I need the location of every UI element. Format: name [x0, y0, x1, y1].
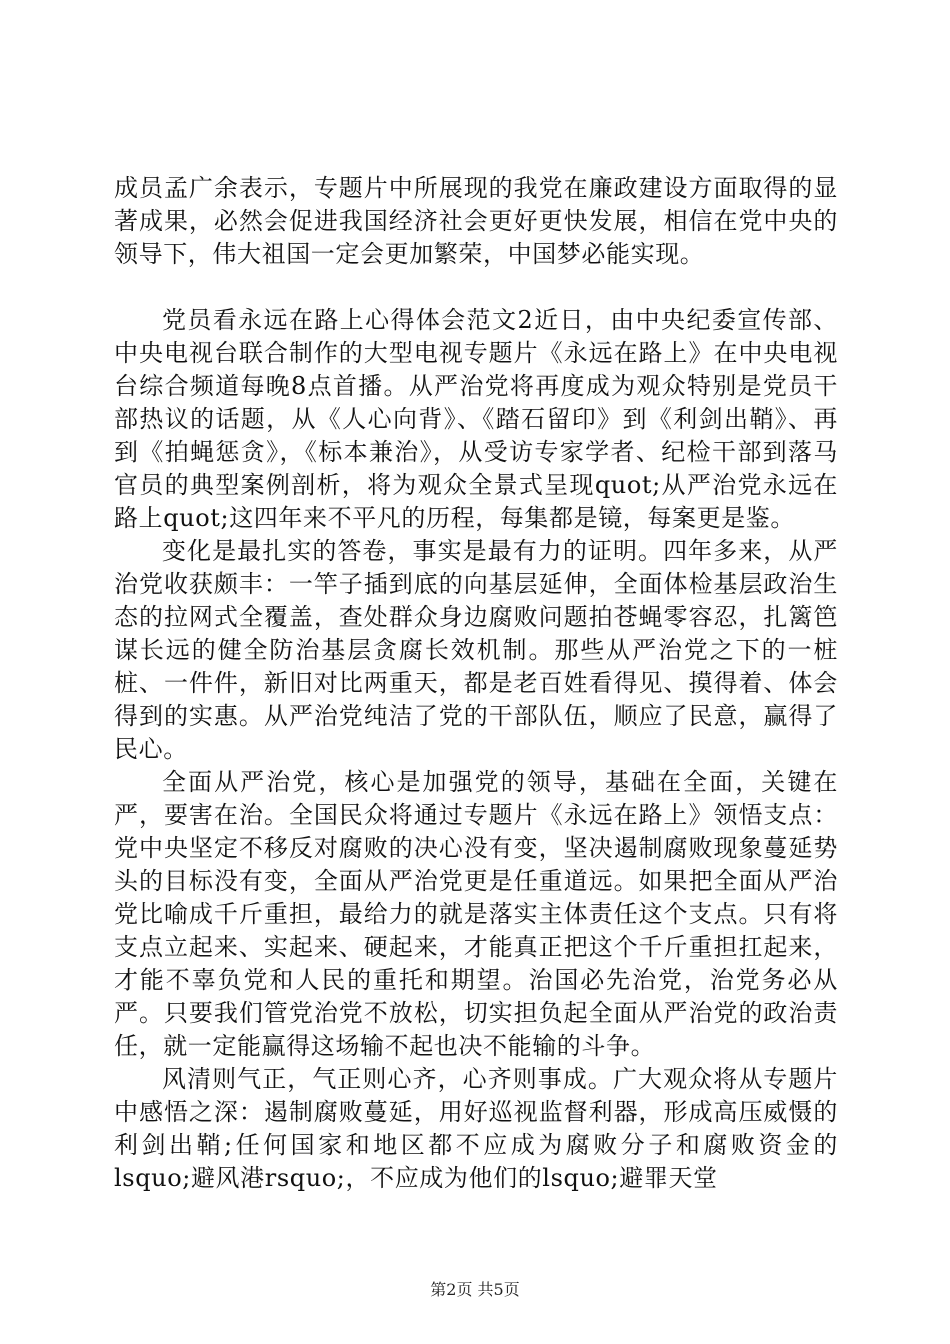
paragraph: 变化是最扎实的答卷，事实是最有力的证明。四年多来，从严治党收获颇丰：一竿子插到底的向基层延伸，全面体检基层政治生态的拉网式全覆盖，查处群众身边腐败问题拍苍蝇零容忍，扎篱笆谋长远的健全防治基层贪腐长效机制。那些从严治党之下的一桩桩、一件件，新旧对比两重天，都是老百姓看得见、摸得着、体会得到的实惠。从严治党纯洁了党的干部队伍，顺应了民意，赢得了民心。: [114, 537, 838, 763]
paragraph: 全面从严治党，核心是加强党的领导，基础在全面，关键在严，要害在治。全国民众将通过专题片《永远在路上》领悟支点：党中央坚定不移反对腐败的决心没有变，坚决遏制腐败现象蔓延势头的目标没有变，全面从严治党更是任重道远。如果把全面从严治党比喻成千斤重担，最给力的就是落实主体责任这个支点。只有将支点立起来、实起来、硬起来，才能真正把这个千斤重担扛起来，才能不辜负党和人民的重托和期望。治国必先治党，治党务必从严。只要我们管党治党不放松，切实担负起全面从严治党的政治责任，就一定能赢得这场输不起也决不能输的斗争。: [114, 768, 838, 1060]
paragraph: 党员看永远在路上心得体会范文2近日，由中央纪委宣传部、中央电视台联合制作的大型电视专题片《永远在路上》在中央电视台综合频道每晚8点首播。从严治党将再度成为观众特别是党员干部热议的话题，从《人心向背》、《踏石留印》到《利剑出鞘》、再到《拍蝇惩贪》，《标本兼治》，从受访专家学者、纪检干部到落马官员的典型案例剖析，将为观众全景式呈现quot;从严治党永远在路上quot;这四年来不平凡的历程，每集都是镜，每案更是鉴。: [114, 306, 838, 532]
document-body: [114, 172, 838, 1195]
paragraph-continuation: 成员孟广余表示，专题片中所展现的我党在廉政建设方面取得的显著成果，必然会促进我国经济社会更好更快发展，相信在党中央的领导下，伟大祖国一定会更加繁荣，中国梦必能实现。: [114, 174, 838, 268]
page-number-footer: 第2页 共5页: [430, 1280, 520, 1299]
paragraph: 风清则气正，气正则心齐，心齐则事成。广大观众将从专题片中感悟之深：遏制腐败蔓延，用好巡视监督利器，形成高压威慑的利剑出鞘;任何国家和地区都不应成为腐败分子和腐败资金的lsquo;避风港rsquo;，不应成为他们的lsquo;避罪天堂: [114, 1065, 838, 1192]
